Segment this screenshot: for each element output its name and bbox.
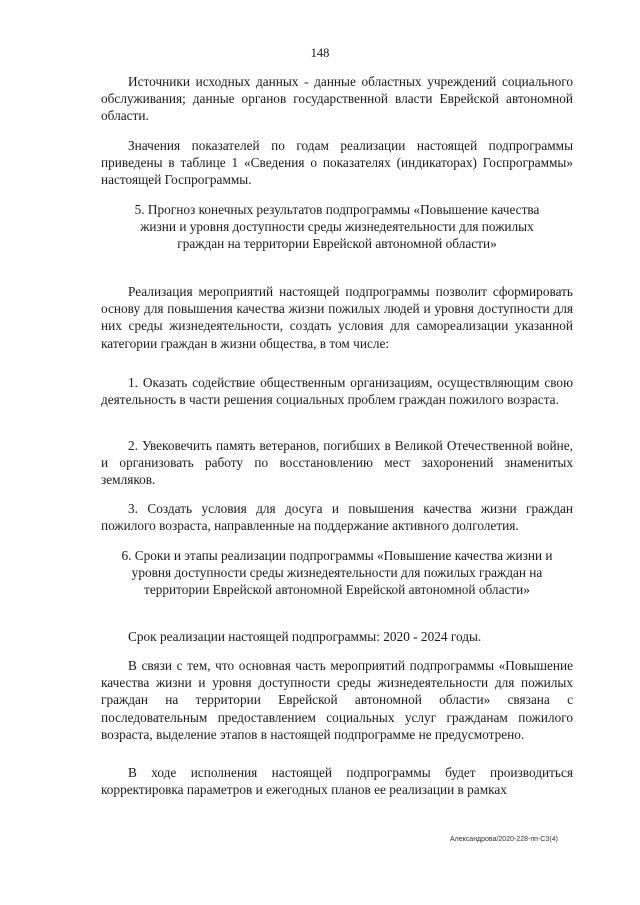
footer-code: Александрова/2020-228-пп-СЗ(4): [450, 836, 558, 843]
section-heading-6: 6. Сроки и этапы реализации подпрограммы «Повышение качества жизни и уровня доступности среды жизнедеятельности для пожилых граждан на территории Еврейской автономной Еврейской автономной области»: [121, 548, 553, 598]
page-number: 148: [310, 46, 330, 60]
list-item-1: 1. Оказать содействие общественным организациям, осуществляющим свою деятельность в части решения социальных проблем граждан пожилого возраста.: [101, 375, 573, 408]
paragraph-indicator-values: Значения показателей по годам реализации настоящей подпрограммы приведены в таблице 1 «Сведения о показателях (индикаторах) Госпрограммы» настоящей Госпрограммы.: [101, 138, 573, 188]
paragraph-adjustment: В ходе исполнения настоящей подпрограммы будет производиться корректировка параметров и ежегодных планов ее реализации в рамках: [101, 765, 573, 798]
paragraph-stages: В связи с тем, что основная часть мероприятий подпрограммы «Повышение качества жизни и уровня доступности среды жизнедеятельности для пожилых граждан на территории Еврейской автономной области» связана с последовательным предоставлением социальных услуг гражданам пожилого возраста, выделение этапов в настоящей подпрограмме не предусмотрено.: [101, 658, 573, 742]
section-heading-5: 5. Прогноз конечных результатов подпрограммы «Повышение качества жизни и уровня доступности среды жизнедеятельности для пожилых граждан на территории Еврейской автономной области»: [134, 202, 540, 252]
paragraph-implementation: Реализация мероприятий настоящей подпрограммы позволит сформировать основу для повышения качества жизни пожилых людей и уровня доступности для них среды жизнедеятельности, создать условия для самореализации указанной категории граждан в жизни общества, в том числе:: [101, 284, 573, 351]
paragraph-data-sources: Источники исходных данных - данные областных учреждений социального обслуживания; данные органов государственной власти Еврейской автономной области.: [101, 74, 573, 124]
list-item-3: 3. Создать условия для досуга и повышения качества жизни граждан пожилого возраста, направленные на поддержание активного долголетия.: [101, 501, 573, 534]
list-item-2: 2. Увековечить память ветеранов, погибших в Великой Отечественной войне, и организовать работу по восстановлению мест захоронений знаменитых земляков.: [101, 438, 573, 488]
paragraph-term: Срок реализации настоящей подпрограммы: 2020 - 2024 годы.: [128, 629, 482, 644]
